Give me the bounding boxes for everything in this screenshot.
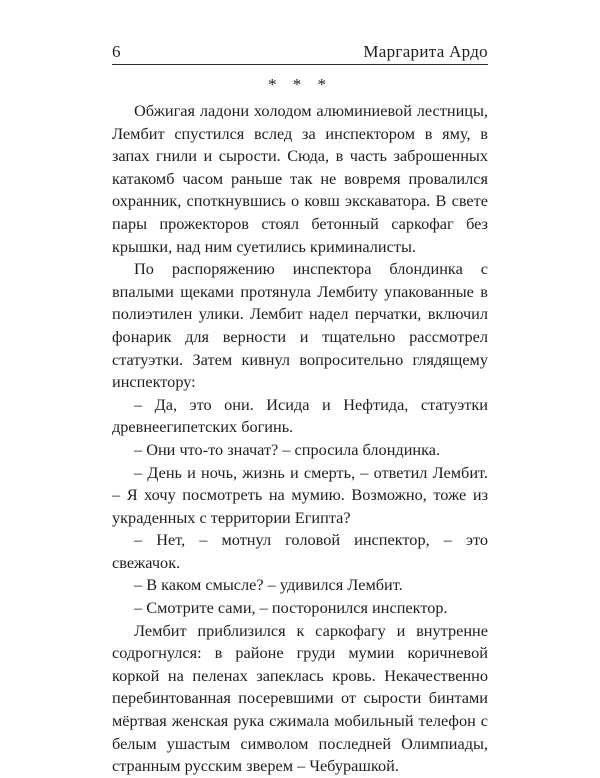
paragraph: Обжигая ладони холодом алюминиевой лестницы, Лембит спустился вслед за инспектором в яму, в запах гнили и сырости. Сюда, в часть заброшенных катакомб часом раньше так не вовремя провалился охранник, споткнувшись о ковш экскаватора. В свете пары прожекторов стоял бетонный саркофаг без крышки, над ним суетились криминалисты. (112, 101, 488, 256)
dialogue-line: – Они что-то значат? – спросила блондинка. (134, 439, 441, 459)
dialogue-line: – Смотрите сами, – посторонился инспектор. (134, 598, 448, 618)
section-separator: * * * (268, 75, 332, 94)
page-number: 6 (112, 42, 121, 61)
running-header (112, 40, 488, 65)
paragraph: Лембит приблизился к саркофагу и внутренне содрогнулся: в районе груди мумии коричневой коркой на пеленах запеклась кровь. Некачественно перебинтованная посеревшими от сырости бинтами мёртвая женская рука сжимала мобильный телефон с белым ушастым символом последней Олимпиады, странным русским зверем – Чебурашкой. (112, 620, 488, 776)
dialogue-line: – Да, это они. Исида и Нефтида, статуэтки древнеегипетских богинь. (112, 394, 488, 437)
body-text (112, 100, 488, 778)
running-title: Маргарита Ардо (363, 42, 488, 61)
dialogue-line: – День и ночь, жизнь и смерть, – ответил Лембит. – Я хочу посмотреть на мумию. Возможно, тоже из украденных с территории Египта? (112, 462, 488, 527)
paragraph: По распоряжению инспектора блондинка с впалыми щеками протянула Лембиту упакованные в полиэтилен улики. Лембит надел перчатки, включил фонарик для верности и тщательно рассмотрел статуэтки. Затем кивнул вопросительно глядящему инспектору: (112, 259, 488, 392)
dialogue-line: – Нет, – мотнул головой инспектор, – это свежачок. (112, 530, 488, 572)
dialogue-line: – В каком смысле? – удивился Лембит. (134, 575, 403, 595)
